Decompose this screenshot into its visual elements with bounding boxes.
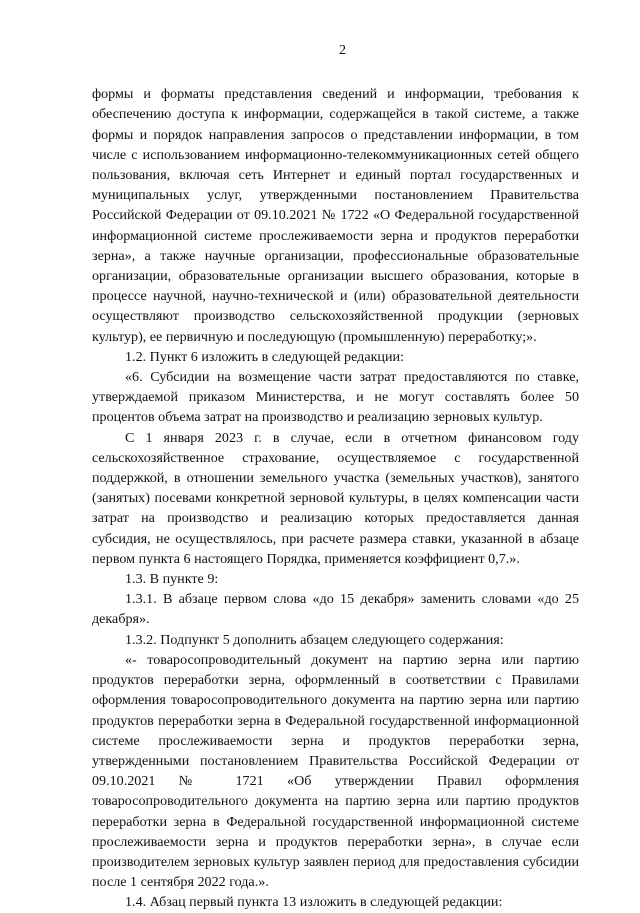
paragraph-coefficient: С 1 января 2023 г. в случае, если в отчетном финансовом году сельскохозяйственное страхование, осуществляемое с государственной поддержкой, в отношении земельного участка (земельных участков), занятого (занятых) посевами конкретной зерновой культуры, в целях компенсации части затрат на производство и реализацию которых предоставляется данная субсидия, не осуществлялось, при расчете размера ставки, указанной в абзаце первом пункта 6 настоящего Порядка, применяется коэффициент 0,7.».: [92, 429, 579, 567]
paragraph-1-3-2: 1.3.2. Подпункт 5 дополнить абзацем следующего содержания:: [125, 631, 504, 648]
paragraph-1-3: 1.3. В пункте 9:: [125, 571, 219, 588]
paragraph-shipping-document: «- товаросопроводительный документ на партию зерна или партию продуктов переработки зерна, оформленный в соответствии с Правилами оформления товаросопроводительного документа на партию зерна или партию продуктов переработки зерна в Федеральной государственной информационной системе прослеживаемости зерна и продуктов переработки зерна, утвержденными постановлением Правительства Российской Федерации от 09.10.2021 № 1721 «Об утверждении Правил оформления товаросопроводительного документа на партию зерна или партию продуктов переработки зерна в Федеральной государственной информационной системе прослеживаемости зерна и продуктов переработки зерна», в случае если производителем зерновых культур заявлен период для предоставления субсидии после 1 сентября 2022 года.».: [92, 651, 579, 891]
paragraph-1-2: 1.2. Пункт 6 изложить в следующей редакции:: [125, 348, 404, 365]
paragraph-1-3-1: 1.3.1. В абзаце первом слова «до 15 декабря» заменить словами «до 25 декабря».: [92, 591, 579, 628]
paragraph-point-6: «6. Субсидии на возмещение части затрат предоставляются по ставке, утверждаемой приказом Министерства, и не могут составлять более 50 процентов объема затрат на производство и реализацию зерновых культур.: [92, 369, 579, 426]
paragraph-1-4: 1.4. Абзац первый пункта 13 изложить в следующей редакции:: [125, 894, 503, 911]
document-page: [92, 40, 579, 913]
page-number: 2: [338, 42, 347, 58]
paragraph-continuation: формы и форматы представления сведений и информации, требования к обеспечению доступа к информации, содержащейся в такой системе, а также формы и порядок направления запросов о представлении информации, в том числе с использованием информационно-телекоммуникационных сетей общего пользования, включая сеть Интернет и единый портал государственных и муниципальных услуг, утвержденными постановлением Правительства Российской Федерации от 09.10.2021 № 1722 «О Федеральной государственной информационной системе прослеживаемости зерна и продуктов переработки зерна», а также научные организации, профессиональные образовательные организации, образовательные организации высшего образования, которые в процессе научной, научно-технической и (или) образовательной деятельности осуществляют производство сельскохозяйственной продукции (зерновых культур), ее первичную и последующую (промышленную) переработку;».: [92, 86, 579, 345]
